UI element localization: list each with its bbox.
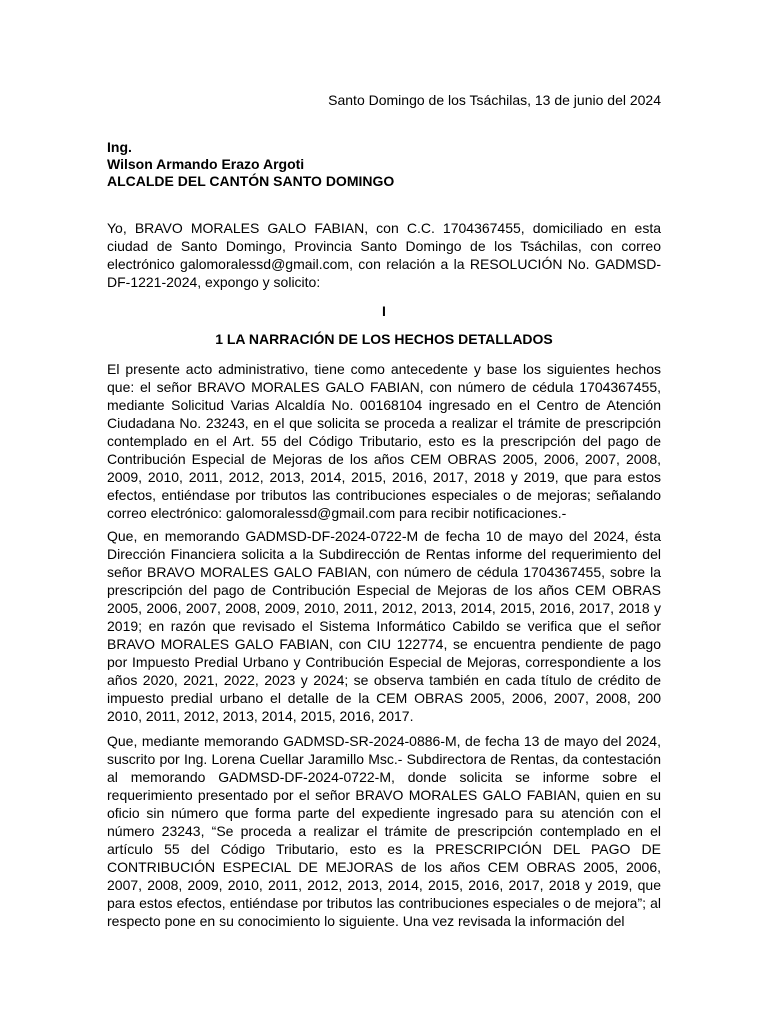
intro-paragraph: Yo, BRAVO MORALES GALO FABIAN, con C.C. 1704367455, domiciliado en esta ciudad de Santo Domingo, Provincia Santo Domingo de los Tsáchilas, con correo electrónico galomoralessd@gmail.com, con relación a la RESOLUCIÓN No. GADMSD-DF-1221-2024, expongo y solicito: (107, 220, 661, 290)
body-paragraph: Que, en memorando GADMSD-DF-2024-0722-M de fecha 10 de mayo del 2024, ésta Dirección Financiera solicita a la Subdirección de Rentas informe del requerimiento del señor BRAVO MORALES GALO FABIAN, con número de cédula 1704367455, sobre la prescripción del pago de Contribución Especial de Mejoras de los años CEM OBRAS 2005, 2006, 2007, 2008, 2009, 2010, 2011, 2012, 2013, 2014, 2015, 2016, 2017, 2018 y 2019; en razón que revisado el Sistema Informático Cabildo se verifica que el señor BRAVO MORALES GALO FABIAN, con CIU 122774, se encuentra pendiente de pago por Impuesto Predial Urbano y Contribución Especial de Mejoras, correspondiente a los años 2020, 2021, 2022, 2023 y 2024; se observa también en cada título de crédito de impuesto predial urbano el detalle de la CEM OBRAS 2005, 2006, 2007, 2008, 200 2010, 2011, 2012, 2013, 2014, 2015, 2016, 2017. (107, 528, 661, 724)
addressee-position: ALCALDE DEL CANTÓN SANTO DOMINGO (107, 173, 395, 189)
section-heading: 1 LA NARRACIÓN DE LOS HECHOS DETALLADOS (215, 331, 553, 347)
section-number: I (382, 303, 386, 319)
addressee-block (107, 138, 661, 189)
body-paragraph: Que, mediante memorando GADMSD-SR-2024-0886-M, de fecha 13 de mayo del 2024, suscrito por Ing. Lorena Cuellar Jaramillo Msc.- Subdirectora de Rentas, da contestación al memorando GADMSD-DF-2024-0722-M, donde solicita se informe sobre el requerimiento presentado por el señor BRAVO MORALES GALO FABIAN, quien en su oficio sin número que forma parte del expediente ingresado para su atención con el número 23243, “Se proceda a realizar el trámite de prescripción contemplado en el artículo 55 del Código Tributario, esto es la PRESCRIPCIÓN DEL PAGO DE CONTRIBUCIÓN ESPECIAL DE MEJORAS de los años CEM OBRAS 2005, 2006, 2007, 2008, 2009, 2010, 2011, 2012, 2013, 2014, 2015, 2016, 2017, 2018 y 2019, que para estos efectos, entiéndase por tributos las contribuciones especiales o de mejora”; al respecto pone en su conocimiento lo siguiente. Una vez revisada la información del (107, 733, 661, 929)
addressee-title: Ing. (107, 139, 132, 155)
date-line: Santo Domingo de los Tsáchilas, 13 de junio del 2024 (328, 92, 661, 108)
body-paragraph: El presente acto administrativo, tiene como antecedente y base los siguientes hechos que: el señor BRAVO MORALES GALO FABIAN, con número de cédula 1704367455, mediante Solicitud Varias Alcaldía No. 00168104 ingresado en el Centro de Atención Ciudadana No. 23243, en el que solicita se proceda a realizar el trámite de prescripción contemplado en el Art. 55 del Código Tributario, esto es la prescripción del pago de Contribución Especial de Mejoras de los años CEM OBRAS 2005, 2006, 2007, 2008, 2009, 2010, 2011, 2012, 2013, 2014, 2015, 2016, 2017, 2018 y 2019, que para estos efectos, entiéndase por tributos las contribuciones especiales o de mejoras; señalando correo electrónico: galomoralessd@gmail.com para recibir notificaciones.- (107, 361, 661, 521)
addressee-name: Wilson Armando Erazo Argoti (107, 156, 305, 172)
